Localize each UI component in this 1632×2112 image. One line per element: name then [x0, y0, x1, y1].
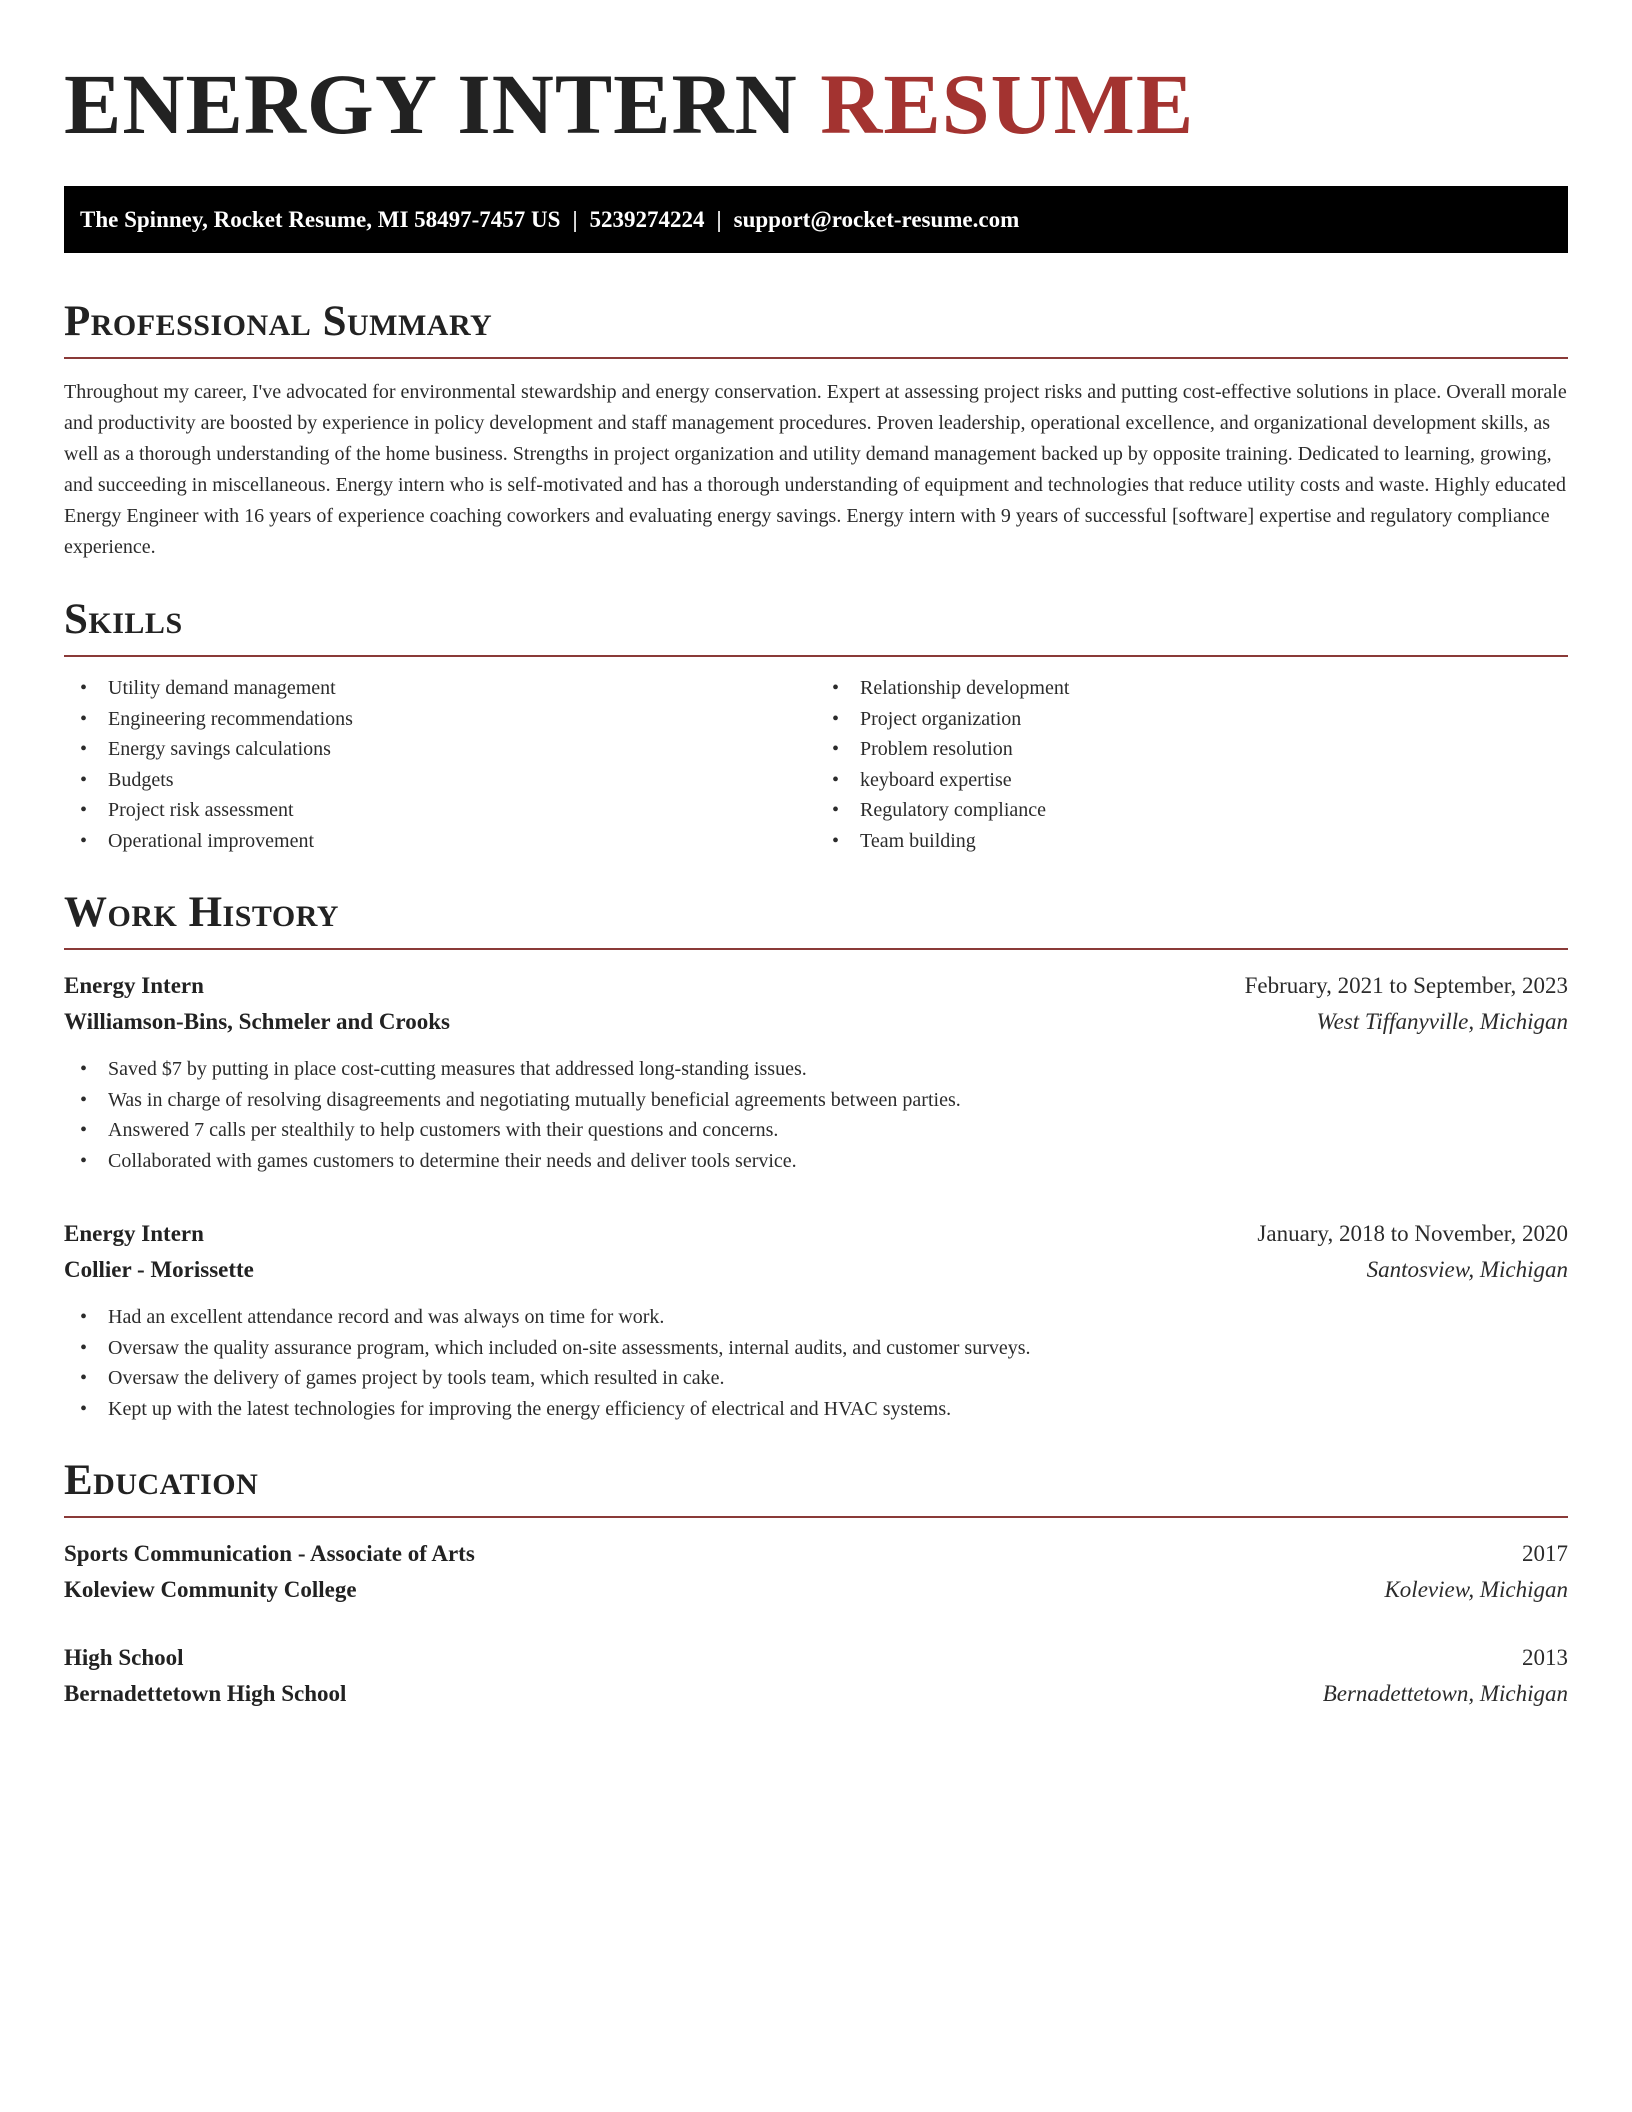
bullet-icon: •	[80, 1397, 88, 1420]
skill-label: Engineering recommendations	[108, 707, 353, 730]
bullet-icon: •	[80, 1088, 88, 1111]
summary-text: Throughout my career, I've advocated for environmental stewardship and energy conservation. Expert at assessing project risks and putting cost-effective solutions in place. Overall morale and productivity are boosted by experience in policy development and staff management procedures. Proven leadership, operational excellence, and organizational development skills, as well as a thorough understanding of the home business. Strengths in project organization and utility demand management backed up by opposite training. Dedicated to learning, growing, and succeeding in miscellaneous. Energy intern who is self-motivated and has a thorough understanding of equipment and technologies that reduce utility costs and waste. Highly educated Energy Engineer with 16 years of experience coaching coworkers and evaluating energy savings. Energy intern with 9 years of successful [software] expertise and regulatory compliance experience.	[64, 381, 1567, 558]
skills-section	[64, 597, 1568, 856]
contact-address: The Spinney, Rocket Resume, MI 58497-7457 US	[80, 206, 561, 232]
job-header-row	[64, 1216, 1568, 1252]
bullet-icon: •	[80, 768, 88, 791]
job-entry	[64, 968, 1568, 1176]
education-degree: High School	[64, 1645, 184, 1670]
contact-bar	[64, 186, 1568, 253]
job-bullet	[64, 1146, 1568, 1177]
summary-heading: Professional Summary	[64, 298, 493, 345]
job-location: Santosview, Michigan	[1366, 1257, 1568, 1282]
title-accent: RESUME	[820, 56, 1195, 152]
skill-item	[816, 765, 1568, 796]
education-year: 2013	[1522, 1645, 1568, 1670]
skills-column-right	[816, 673, 1568, 856]
job-bullet-text: Oversaw the quality assurance program, which included on-site assessments, internal audits, and customer surveys.	[108, 1336, 1031, 1359]
job-bullet	[64, 1394, 1568, 1425]
bullet-icon: •	[832, 768, 840, 791]
bullet-icon: •	[832, 707, 840, 730]
bullet-icon: •	[832, 677, 840, 699]
job-bullet-text: Collaborated with games customers to determine their needs and deliver tools service.	[108, 1149, 797, 1172]
skill-item	[64, 765, 816, 796]
skill-label: Budgets	[108, 768, 174, 791]
bullet-icon: •	[80, 1119, 88, 1141]
skill-label: Team building	[860, 829, 976, 852]
bullet-icon: •	[832, 738, 840, 760]
section-divider	[64, 357, 1568, 359]
job-bullet-text: Had an excellent attendance record and was always on time for work.	[108, 1306, 665, 1328]
education-year: 2017	[1522, 1541, 1568, 1566]
job-bullet	[64, 1085, 1568, 1116]
skill-item	[816, 795, 1568, 826]
section-divider	[64, 1516, 1568, 1518]
education-school-row	[64, 1572, 1568, 1608]
skill-label: keyboard expertise	[860, 768, 1012, 791]
education-header-row	[64, 1640, 1568, 1676]
skill-label: Utility demand management	[108, 677, 336, 699]
job-bullet	[64, 1302, 1568, 1333]
education-entry	[64, 1536, 1568, 1608]
skill-label: Relationship development	[860, 677, 1070, 699]
job-company-row	[64, 1252, 1568, 1288]
skill-item	[816, 826, 1568, 857]
bullet-icon: •	[80, 1058, 88, 1080]
bullet-icon: •	[80, 829, 88, 852]
job-header-row	[64, 968, 1568, 1004]
job-bullets	[64, 1302, 1568, 1424]
bullet-icon: •	[80, 1336, 88, 1359]
education-heading: Education	[64, 1457, 259, 1504]
job-company: Collier - Morissette	[64, 1257, 254, 1282]
job-company: Williamson-Bins, Schmeler and Crooks	[64, 1009, 450, 1034]
job-bullet-text: Answered 7 calls per stealthily to help customers with their questions and concerns.	[108, 1119, 779, 1141]
resume-title	[64, 56, 1568, 152]
contact-separator: |	[716, 206, 722, 232]
skill-label: Energy savings calculations	[108, 738, 331, 760]
job-bullets	[64, 1054, 1568, 1176]
skill-item	[64, 826, 816, 857]
job-bullet	[64, 1363, 1568, 1394]
skills-heading: Skills	[64, 596, 183, 643]
job-location: West Tiffanyville, Michigan	[1316, 1009, 1568, 1034]
education-school-row	[64, 1676, 1568, 1712]
education-location: Bernadettetown, Michigan	[1322, 1681, 1568, 1706]
job-title: Energy Intern	[64, 1221, 204, 1246]
job-bullet-text: Oversaw the delivery of games project by tools team, which resulted in cake.	[108, 1367, 725, 1389]
section-divider	[64, 948, 1568, 950]
bullet-icon: •	[832, 829, 840, 852]
education-entry	[64, 1640, 1568, 1712]
skill-item	[64, 795, 816, 826]
work-history-section	[64, 890, 1568, 1424]
education-school: Bernadettetown High School	[64, 1681, 347, 1706]
job-bullet-text: Kept up with the latest technologies for improving the energy efficiency of electrical and HVAC systems.	[108, 1397, 952, 1420]
job-bullet-text: Saved $7 by putting in place cost-cutting measures that addressed long-standing issues.	[108, 1058, 807, 1080]
job-company-row	[64, 1004, 1568, 1040]
skills-column-left	[64, 673, 816, 856]
contact-phone: 5239274224	[589, 206, 705, 232]
section-divider	[64, 655, 1568, 657]
job-bullet	[64, 1054, 1568, 1085]
job-dates: January, 2018 to November, 2020	[1257, 1221, 1568, 1246]
skill-label: Project organization	[860, 707, 1022, 730]
education-header-row	[64, 1536, 1568, 1572]
bullet-icon: •	[832, 799, 840, 821]
job-entry	[64, 1216, 1568, 1424]
job-dates: February, 2021 to September, 2023	[1244, 973, 1568, 998]
skill-item	[816, 734, 1568, 765]
skills-grid	[64, 673, 1568, 856]
skill-label: Operational improvement	[108, 829, 315, 852]
skill-item	[64, 673, 816, 704]
education-degree: Sports Communication - Associate of Arts	[64, 1541, 475, 1566]
contact-separator: |	[572, 206, 578, 232]
contact-email: support@rocket-resume.com	[733, 206, 1020, 232]
education-location: Koleview, Michigan	[1384, 1577, 1568, 1602]
bullet-icon: •	[80, 707, 88, 730]
skill-item	[816, 704, 1568, 735]
summary-section	[64, 299, 1568, 563]
job-bullet	[64, 1115, 1568, 1146]
skill-item	[64, 734, 816, 765]
bullet-icon: •	[80, 1149, 88, 1172]
title-main: ENERGY INTERN	[64, 56, 798, 152]
bullet-icon: •	[80, 1306, 88, 1328]
bullet-icon: •	[80, 677, 88, 699]
skill-label: Regulatory compliance	[860, 799, 1047, 821]
skill-item	[64, 704, 816, 735]
work-history-heading: Work History	[64, 889, 339, 936]
job-title: Energy Intern	[64, 973, 204, 998]
skill-label: Problem resolution	[860, 738, 1013, 760]
bullet-icon: •	[80, 799, 88, 821]
education-school: Koleview Community College	[64, 1577, 357, 1602]
bullet-icon: •	[80, 1367, 88, 1389]
bullet-icon: •	[80, 738, 88, 760]
job-bullet-text: Was in charge of resolving disagreements and negotiating mutually beneficial agreements between parties.	[108, 1088, 961, 1111]
education-section	[64, 1458, 1568, 1712]
skill-label: Project risk assessment	[108, 799, 294, 821]
skill-item	[816, 673, 1568, 704]
job-bullet	[64, 1333, 1568, 1364]
